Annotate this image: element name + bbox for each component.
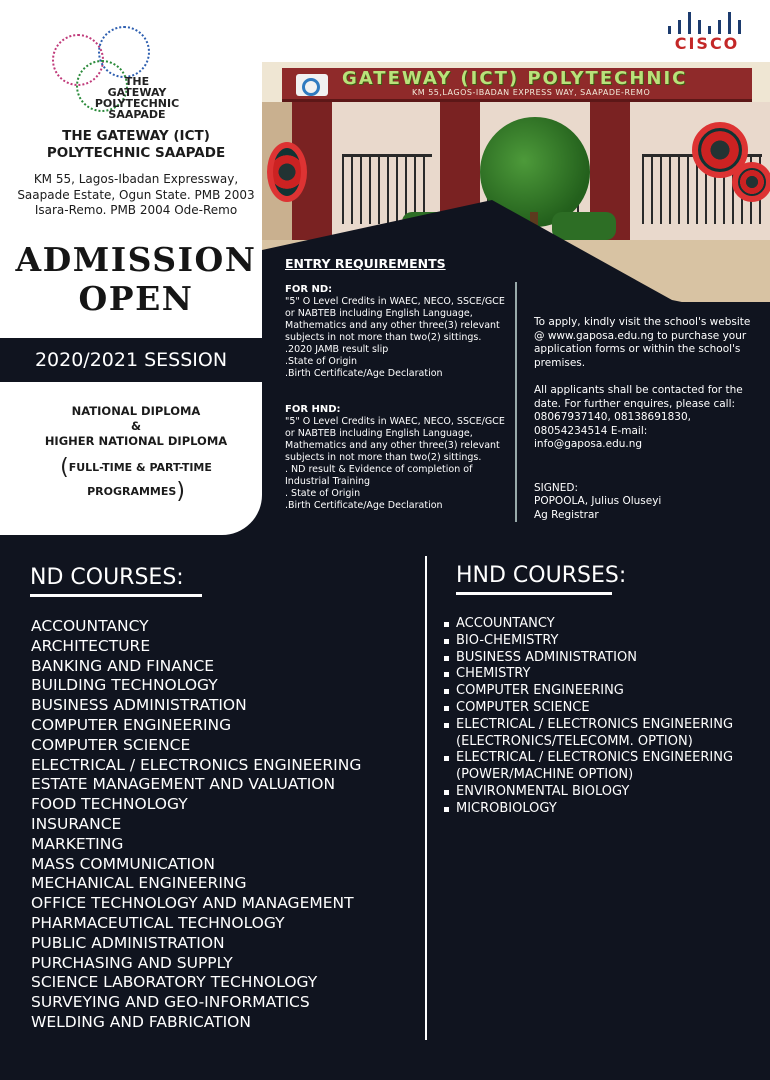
nd-course-item: MASS COMMUNICATION (31, 854, 215, 873)
nd-courses-title: ND COURSES: (30, 565, 184, 590)
gate-sign-title: GATEWAY (ICT) POLYTECHNIC (342, 68, 688, 89)
left-panel (0, 0, 262, 535)
hnd-req-item: "5" O Level Credits in WAEC, NECO, SSCE/GCE or NABTEB including English Language, Mathematics and any other three(3) relevant subjects in not more than two(2) sittings. (285, 416, 505, 463)
nd-course-item: BUSINESS ADMINISTRATION (31, 696, 247, 715)
hnd-title-underline (456, 592, 612, 595)
admission-headline: ADMISSION OPEN (15, 240, 257, 318)
hnd-course-item: ELECTRICAL / ELECTRONICS ENGINEERING (444, 750, 733, 767)
session-band (0, 338, 262, 382)
nd-course-item: INSURANCE (31, 814, 122, 833)
hnd-course-item: ELECTRICAL / ELECTRONICS ENGINEERING (444, 717, 733, 734)
hnd-course-item: BUSINESS ADMINISTRATION (444, 650, 733, 667)
nd-course-item: ARCHITECTURE (31, 636, 151, 655)
diploma-nd: NATIONAL DIPLOMA (71, 404, 201, 418)
hnd-course-list (444, 616, 733, 818)
hnd-course-item: ENVIRONMENTAL BIOLOGY (444, 784, 733, 801)
polytechnic-logo (48, 26, 180, 121)
nd-course-item: MECHANICAL ENGINEERING (31, 874, 247, 893)
diploma-types (10, 404, 262, 449)
nd-course-item: SCIENCE LABORATORY TECHNOLOGY (31, 973, 318, 992)
signatory-role: Ag Registrar (534, 508, 599, 521)
session-text: 2020/2021 SESSION (34, 349, 228, 371)
nd-course-item: ELECTRICAL / ELECTRONICS ENGINEERING (31, 755, 362, 774)
hnd-requirements (285, 404, 510, 512)
nd-course-item: PURCHASING AND SUPPLY (31, 953, 233, 972)
nd-course-item: OFFICE TECHNOLOGY AND MANAGEMENT (31, 894, 354, 913)
nd-course-item: BUILDING TECHNOLOGY (31, 676, 218, 695)
cisco-wordmark: CISCO (674, 34, 740, 53)
hnd-req-item: . ND result & Evidence of completion of Industrial Training (285, 464, 473, 487)
application-info (534, 316, 754, 522)
institution-address: KM 55, Lagos-Ibadan Expressway, Saapade Estate, Ogun State. PMB 2003 Isara-Remo. PMB 2004 Ode-Remo (17, 172, 255, 217)
courses-divider (425, 556, 427, 1040)
programmes-line: (FULL-TIME & PART-TIME PROGRAMMES) (60, 455, 212, 504)
logo-text: THE GATEWAY POLYTECHNIC SAAPADE (94, 75, 180, 121)
apply-contact: All applicants shall be contacted for the date. For further enquires, please call: 08067937140, 08138691830, 08054234514 E-mail: info@gaposa.edu.ng (534, 384, 743, 450)
nd-course-item: PUBLIC ADMINISTRATION (31, 933, 225, 952)
hnd-course-option: (POWER/MACHINE OPTION) (456, 767, 634, 783)
nd-req-item: "5" O Level Credits in WAEC, NECO, SSCE/GCE or NABTEB including English Language, Mathematics and any other three(3) relevant subjects in not more than two(2) sittings. (285, 296, 505, 343)
nd-course-item: SURVEYING AND GEO-INFORMATICS (31, 993, 310, 1012)
hnd-req-item: . State of Origin (285, 488, 361, 499)
hnd-course-item: ACCOUNTANCY (444, 616, 733, 633)
nd-course-list (31, 617, 361, 1033)
hnd-req-item: .Birth Certificate/Age Declaration (285, 500, 443, 511)
nd-req-item: .2020 JAMB result slip (285, 344, 389, 355)
signed-label: SIGNED: (534, 481, 579, 494)
hnd-course-item: CHEMISTRY (444, 666, 733, 683)
nd-req-item: .State of Origin (285, 356, 358, 367)
nd-course-item: COMPUTER ENGINEERING (31, 715, 232, 734)
hnd-course-item: COMPUTER SCIENCE (444, 700, 733, 717)
gate-sign-subtitle: KM 55,LAGOS-IBADAN EXPRESS WAY, SAAPADE-REMO (412, 88, 651, 97)
hnd-req-label: FOR HND: (285, 404, 341, 415)
hnd-course-item: BIO-CHEMISTRY (444, 633, 733, 650)
nd-course-item: WELDING AND FABRICATION (31, 1012, 251, 1031)
nd-req-item: .Birth Certificate/Age Declaration (285, 368, 443, 379)
institution-name: THE GATEWAY (ICT) POLYTECHNIC SAAPADE (46, 128, 226, 161)
hnd-course-item: COMPUTER ENGINEERING (444, 683, 733, 700)
programmes-text: FULL-TIME & PART-TIME PROGRAMMES (68, 461, 212, 498)
nd-course-item: BANKING AND FINANCE (31, 656, 215, 675)
nd-course-item: ESTATE MANAGEMENT AND VALUATION (31, 775, 336, 794)
nd-title-underline (30, 594, 202, 597)
hnd-course-option: (ELECTRONICS/TELECOMM. OPTION) (456, 733, 693, 749)
hnd-course-item: MICROBIOLOGY (444, 801, 733, 818)
nd-requirements (285, 284, 510, 380)
diploma-hnd: HIGHER NATIONAL DIPLOMA (44, 434, 228, 448)
nd-course-item: PHARMACEUTICAL TECHNOLOGY (31, 913, 285, 932)
apply-website: To apply, kindly visit the school's website @ www.gaposa.edu.ng to purchase your application forms or within the school's premises. (534, 316, 751, 369)
nd-course-item: COMPUTER SCIENCE (31, 735, 191, 754)
hnd-courses-title: HND COURSES: (456, 563, 627, 588)
nd-course-item: ACCOUNTANCY (31, 617, 149, 635)
signatory-name: POPOOLA, Julius Oluseyi (534, 495, 662, 507)
entry-requirements-title: ENTRY REQUIREMENTS (285, 256, 446, 271)
nd-course-item: MARKETING (31, 834, 124, 853)
requirements-divider (515, 282, 517, 522)
diploma-amp: & (130, 419, 142, 433)
nd-course-item: FOOD TECHNOLOGY (31, 795, 188, 814)
cisco-logo-icon (666, 10, 748, 34)
nd-req-label: FOR ND: (285, 284, 333, 295)
